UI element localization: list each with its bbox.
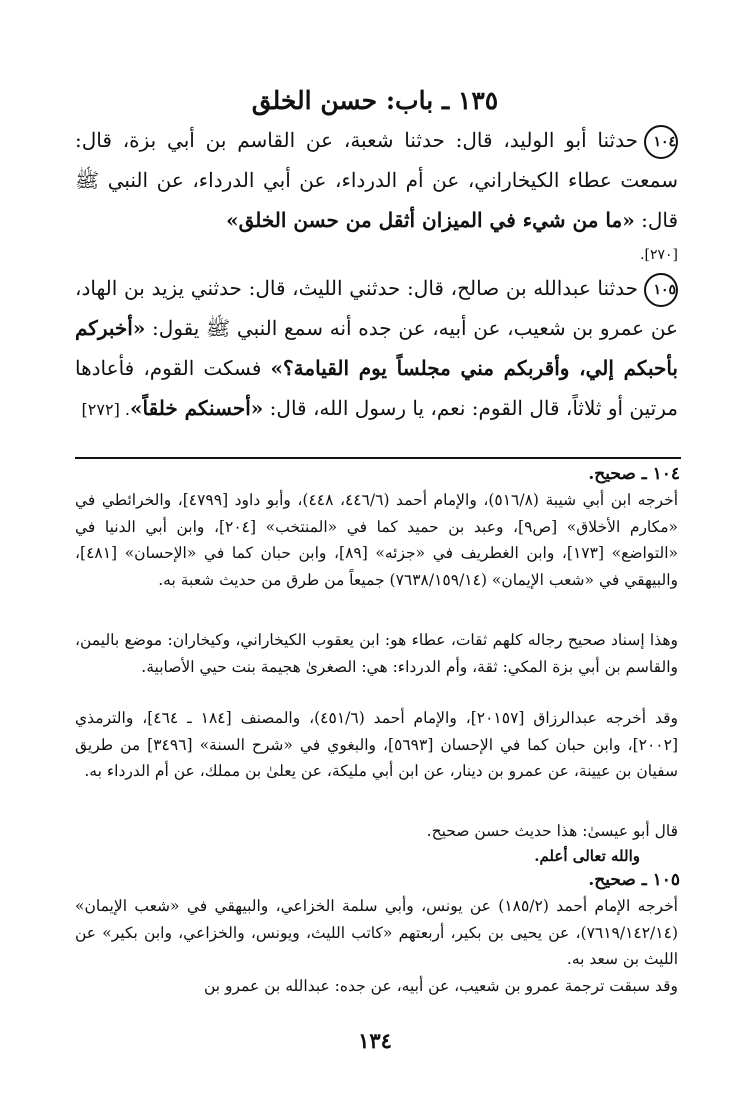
hadith-105-text2: فسكت القوم، فأعادها مرتين أو ثلاثاً، قال القوم: نعم، يا رسول الله، قال: [75, 356, 678, 420]
hadith-number-105: ١٠٥ [644, 273, 678, 307]
hadith-105 [75, 268, 678, 430]
hadith-104-ref: [٢٧٠]. [640, 247, 678, 263]
footnote-divider [75, 457, 681, 459]
hadith-104 [75, 120, 678, 270]
note-104-paragraph-4: قال أبو عيسىٰ: هذا حديث حسن صحيح. [426, 822, 678, 840]
hadith-105-text: حدثنا عبدالله بن صالح، قال: حدثني الليث، قال: حدثني يزيد بن الهاد، عن عمرو بن شعيب، عن أبيه، عن جده أنه سمع النبي ﷺ يقول: [75, 276, 678, 340]
chapter-title: ١٣٥ ـ باب: حسن الخلق [251, 86, 499, 115]
hadith-104-quote: «ما من شيء في الميزان أثقل من حسن الخلق» [226, 208, 635, 232]
page-number: ١٣٤ [358, 1028, 392, 1053]
hadith-105-ref: . [٢٧٢] [81, 400, 130, 419]
note-104-paragraph-3: وقد أخرجه عبدالرزاق [٢٠١٥٧]، والإمام أحمد (٤٥١/٦)، والمصنف [١٨٤ ـ ٤٦٤]، والترمذي [٢٠٠٢]، وابن حبان كما في الإحسان [٥٦٩٣]، والبغوي في «شرح السنة» [٣٤٩٦] من طريق سفيان بن عيينة، عن عمرو بن دينار، عن ابن أبي مليكة، عن يعلىٰ بن مملك، عن أم الدرداء به. [75, 709, 678, 780]
note-104-heading: ١٠٤ ـ صحيح. [588, 464, 680, 484]
note-104-paragraph-2: وهذا إسناد صحيح رجاله كلهم ثقات، عطاء هو: ابن يعقوب الكيخاراني، وكيخاران: موضع باليمن، والقاسم بن أبي بزة المكي: ثقة، وأم الدرداء: هي: الصغرىٰ هجيمة بنت حيي الأصابية. [75, 631, 678, 676]
hadith-105-quote2: «أحسنكم خلقاً» [130, 396, 264, 420]
hadith-104-text: حدثنا أبو الوليد، قال: حدثنا شعبة، عن القاسم بن أبي بزة، قال: سمعت عطاء الكيخاراني، عن أم الدرداء، عن أبي الدرداء، عن النبي ﷺ قال: [75, 128, 678, 232]
hadith-105-quote: «أخبركم بأحبكم إلي، وأقربكم مني مجلساً يوم القيامة؟» [75, 316, 678, 380]
note-105 [75, 893, 678, 999]
note-105-paragraph-1: أخرجه الإمام أحمد (١٨٥/٢) عن يونس، وأبي سلمة الخزاعي، والبيهقي في «شعب الإيمان» (٧٦١٩/١٤٢/١٤)، عن يحيى بن بكير، أربعتهم «كاتب الليث، ويونس، والخزاعي، وابن بكير» عن الليث بن سعد به. [75, 897, 678, 968]
note-105-paragraph-2: وقد سبقت ترجمة عمرو بن شعيب، عن أبيه، عن جده: عبدالله بن عمرو بن [203, 976, 678, 995]
note-104-paragraph-1: أخرجه ابن أبي شيبة (٥١٦/٨)، والإمام أحمد (٤٤٦/٦، ٤٤٨)، وأبو داود [٤٧٩٩]، والخرائطي في «مكارم الأخلاق» [ص٩]، وعبد بن حميد كما في «المنتخب» [٢٠٤]، وابن أبي الدنيا في «التواضع» [١٧٣]، وابن الغطريف في «جزئه» [٨٩]، وابن حبان كما في «الإحسان» [٤٨١]، والبيهقي في «شعب الإيمان» (٧٦٣٨/١٥٩/١٤) جميعاً من طرق من حديث شعبة به. [75, 491, 679, 589]
hadith-number-104: ١٠٤ [644, 125, 678, 159]
closing-formula: والله تعالى أعلم. [534, 847, 640, 865]
note-105-heading: ١٠٥ ـ صحيح. [588, 870, 680, 890]
